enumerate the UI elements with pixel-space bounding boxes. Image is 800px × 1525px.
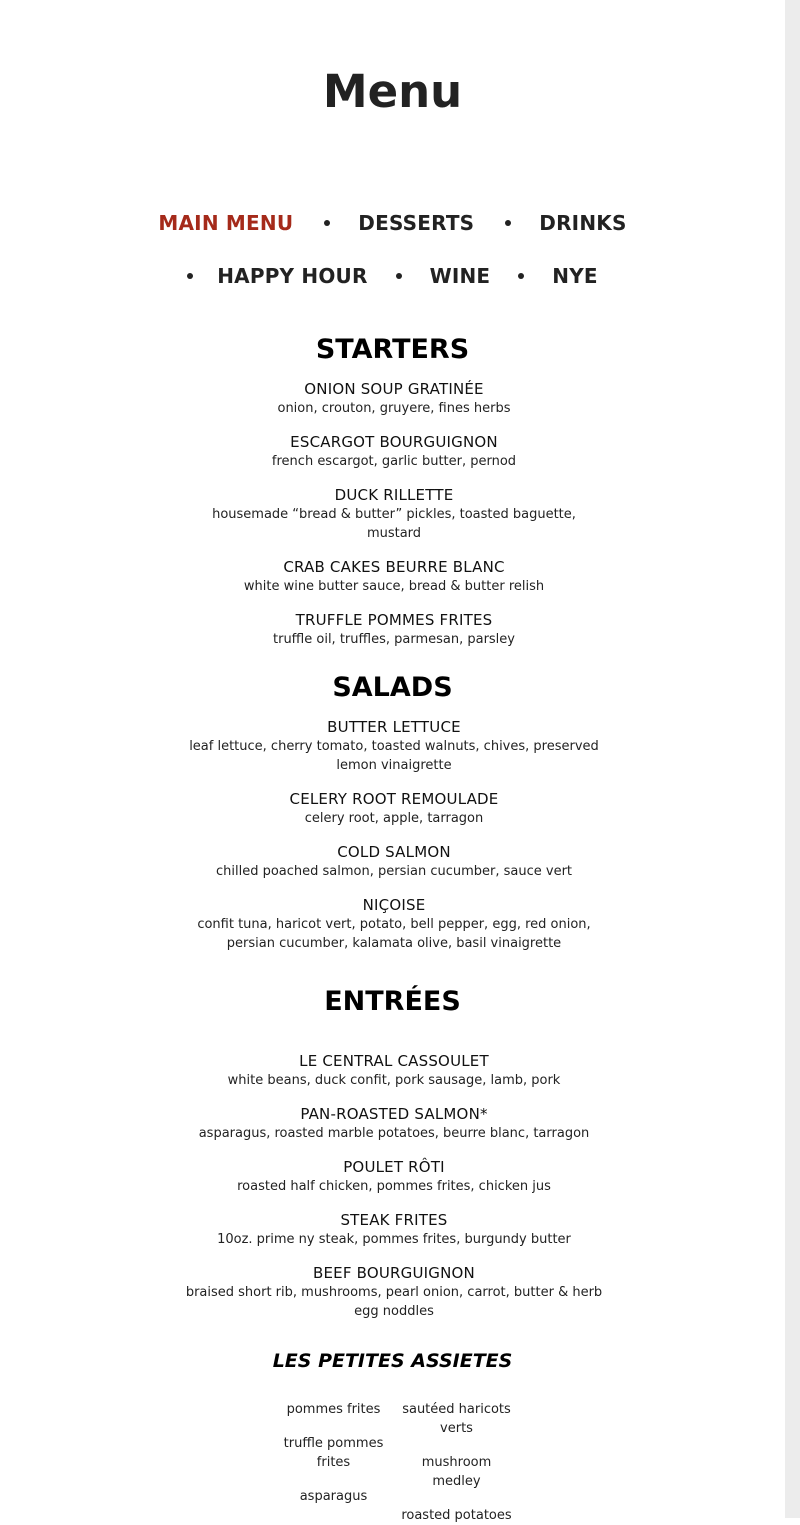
nav-link-drinks[interactable]: DRINKS [539, 211, 627, 235]
menu-item-name: COLD SALMON [337, 843, 451, 861]
side-dish-item: truffle pommes frites [283, 1436, 384, 1470]
menu-item-name: NIÇOISE [362, 896, 426, 914]
nav-link-happy-hour[interactable]: HAPPY HOUR [217, 264, 368, 288]
menu-item [185, 558, 603, 596]
menu-item-description: french escargot, garlic butter, pernod [271, 454, 517, 469]
menu-item [185, 790, 603, 828]
section-heading-entrees: ENTRÉES [324, 986, 461, 1017]
menu-item-name: LE CENTRAL CASSOULET [299, 1052, 489, 1070]
menu-item-description: housemade “bread & butter” pickles, toasted baguette, mustard [212, 507, 576, 541]
menu-item [185, 896, 603, 953]
menu-item-name: BEEF BOURGUIGNON [313, 1264, 475, 1282]
nav-link-main-menu[interactable]: MAIN MENU [158, 211, 294, 235]
menu-item-description: braised short rib, mushrooms, pearl onion, carrot, butter & herb egg noddles [185, 1285, 603, 1319]
section-heading-starters: STARTERS [315, 334, 470, 365]
menu-item-description: leaf lettuce, cherry tomato, toasted walnuts, chives, preserved lemon vinaigrette [189, 739, 599, 773]
page-title: Menu [322, 65, 463, 118]
menu-item [185, 1211, 603, 1249]
menu-item [185, 380, 603, 418]
menu-item-name: POULET RÔTI [343, 1158, 445, 1176]
side-dish-item: asparagus [299, 1489, 368, 1504]
menu-item-description: onion, crouton, gruyere, fines herbs [277, 401, 511, 416]
nav-separator-dot [505, 220, 511, 226]
side-dish-item: pommes frites [286, 1402, 381, 1417]
menu-item-description: white wine butter sauce, bread & butter relish [243, 579, 545, 594]
menu-item-description: confit tuna, haricot vert, potato, bell pepper, egg, red onion, persian cucumber, kalamata olive, basil vinaigrette [197, 917, 591, 951]
menu-item-description: roasted half chicken, pommes frites, chicken jus [237, 1179, 551, 1194]
nav-separator-dot [187, 273, 193, 279]
menu-item-description: celery root, apple, tarragon [304, 811, 484, 826]
menu-nav-row-1 [0, 206, 785, 240]
menu-item-name: BUTTER LETTUCE [327, 718, 461, 736]
menu-item [185, 718, 603, 775]
menu-item-description: white beans, duck confit, pork sausage, lamb, pork [227, 1073, 561, 1088]
menu-nav-row-2 [0, 259, 785, 293]
menu-item-name: DUCK RILLETTE [334, 486, 454, 504]
menu-item [185, 1052, 603, 1090]
menu-item-name: STEAK FRITES [340, 1211, 448, 1229]
menu-item [185, 843, 603, 881]
menu-item-name: ESCARGOT BOURGUIGNON [290, 433, 498, 451]
menu-item [185, 486, 603, 543]
menu-item [185, 1264, 603, 1321]
nav-separator-dot [324, 220, 330, 226]
menu-item [185, 611, 603, 649]
menu-item-name: PAN-ROASTED SALMON* [300, 1105, 488, 1123]
nav-separator-dot [518, 273, 524, 279]
side-dish-item: mushroom medley [421, 1455, 492, 1489]
menu-item-description: 10oz. prime ny steak, pommes frites, burgundy butter [217, 1232, 571, 1247]
nav-link-wine[interactable]: WINE [429, 264, 491, 288]
menu-item [185, 433, 603, 471]
menu-item-description: truffle oil, truffles, parmesan, parsley [273, 632, 515, 647]
menu-item-description: asparagus, roasted marble potatoes, beurre blanc, tarragon [198, 1126, 590, 1141]
section-heading-petites-assietes: LES PETITES ASSIETES [272, 1350, 513, 1372]
menu-item [185, 1158, 603, 1196]
side-dish-item: roasted potatoes [401, 1508, 512, 1523]
menu-item-name: CELERY ROOT REMOULADE [289, 790, 499, 808]
vertical-scrollbar[interactable] [785, 0, 800, 1518]
menu-item [185, 1105, 603, 1143]
section-heading-salads: SALADS [332, 672, 453, 703]
nav-separator-dot [396, 273, 402, 279]
menu-item-name: CRAB CAKES BEURRE BLANC [283, 558, 505, 576]
nav-link-desserts[interactable]: DESSERTS [358, 211, 475, 235]
menu-item-name: ONION SOUP GRATINÉE [304, 380, 484, 398]
menu-item-name: TRUFFLE POMMES FRITES [295, 611, 493, 629]
menu-item-description: chilled poached salmon, persian cucumber, sauce vert [215, 864, 573, 879]
side-dish-item: sautéed haricots verts [402, 1402, 511, 1436]
nav-link-nye[interactable]: NYE [552, 264, 598, 288]
